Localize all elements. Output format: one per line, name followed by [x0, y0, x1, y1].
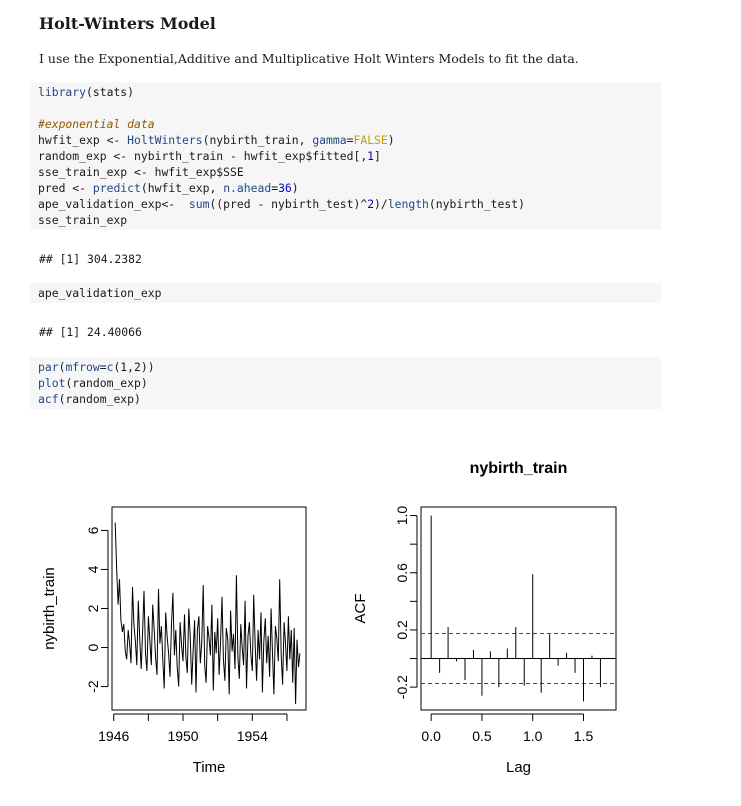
ts-x-tick-label: 1946	[98, 728, 130, 744]
acf-y-tick-label: 0.6	[393, 563, 410, 583]
ts-y-tick-label: -2	[84, 680, 101, 693]
ts-series-line	[115, 523, 300, 705]
ts-plot-frame	[112, 507, 306, 710]
ts-y-axis-label: nybirth_train	[41, 567, 58, 650]
code-line: acf(random_exp)	[38, 392, 141, 406]
output-ape-validation: ## [1] 24.40066	[39, 325, 142, 339]
code-line: plot(random_exp)	[38, 376, 148, 390]
acf-title: nybirth_train	[469, 460, 568, 477]
code-block-plots[interactable]	[30, 357, 661, 409]
acf-x-tick-label: 1.0	[522, 728, 543, 744]
section-title: Holt-Winters Model	[39, 14, 216, 33]
ts-x-axis-label: Time	[192, 759, 226, 776]
code-line: ape_validation_exp<- sum((pred - nybirth_test)^2)/length(nybirth_test)	[38, 197, 525, 211]
code-line: random_exp <- nybirth_train - hwfit_exp$fitted[,1]	[38, 149, 381, 163]
acf-y-tick-label: 0.2	[393, 620, 410, 640]
acf-y-tick-label: -0.2	[393, 675, 410, 700]
code-line: ape_validation_exp	[38, 286, 162, 300]
ts-x-tick-label: 1954	[236, 728, 268, 744]
code-block-ape-validation[interactable]	[30, 283, 661, 303]
code-line: par(mfrow=c(1,2))	[38, 360, 155, 374]
code-block-hw-fit[interactable]	[30, 82, 661, 230]
acf-y-tick-label: 1.0	[393, 505, 410, 526]
code-line: sse_train_exp	[38, 213, 128, 227]
ts-x-tick-label: 1950	[167, 728, 199, 744]
code-line: pred <- predict(hwfit_exp, n.ahead=36)	[38, 181, 299, 195]
ts-y-tick-label: 6	[84, 526, 101, 535]
acf-x-tick-label: 1.5	[573, 728, 594, 744]
acf-y-axis-label: ACF	[352, 593, 369, 624]
intro-paragraph: I use the Exponential,Additive and Multiplicative Holt Winters Models to fit the data.	[39, 51, 579, 66]
diagnostic-plots	[0, 420, 741, 806]
ts-y-tick-label: 4	[84, 565, 101, 574]
acf-plot-frame	[421, 507, 616, 710]
code-line: #exponential data	[38, 117, 155, 131]
acf-x-axis-label: Lag	[505, 759, 532, 776]
ts-y-tick-label: 2	[84, 604, 101, 613]
output-sse-train: ## [1] 304.2382	[39, 252, 142, 266]
acf-x-tick-label: 0.0	[421, 728, 441, 744]
code-line: library(stats)	[38, 85, 135, 99]
ts-y-tick-label: 0	[84, 643, 101, 652]
code-line	[38, 100, 653, 116]
acf-x-tick-label: 0.5	[472, 728, 492, 744]
code-line: sse_train_exp <- hwfit_exp$SSE	[38, 165, 244, 179]
code-line: hwfit_exp <- HoltWinters(nybirth_train, gamma=FALSE)	[38, 133, 395, 147]
